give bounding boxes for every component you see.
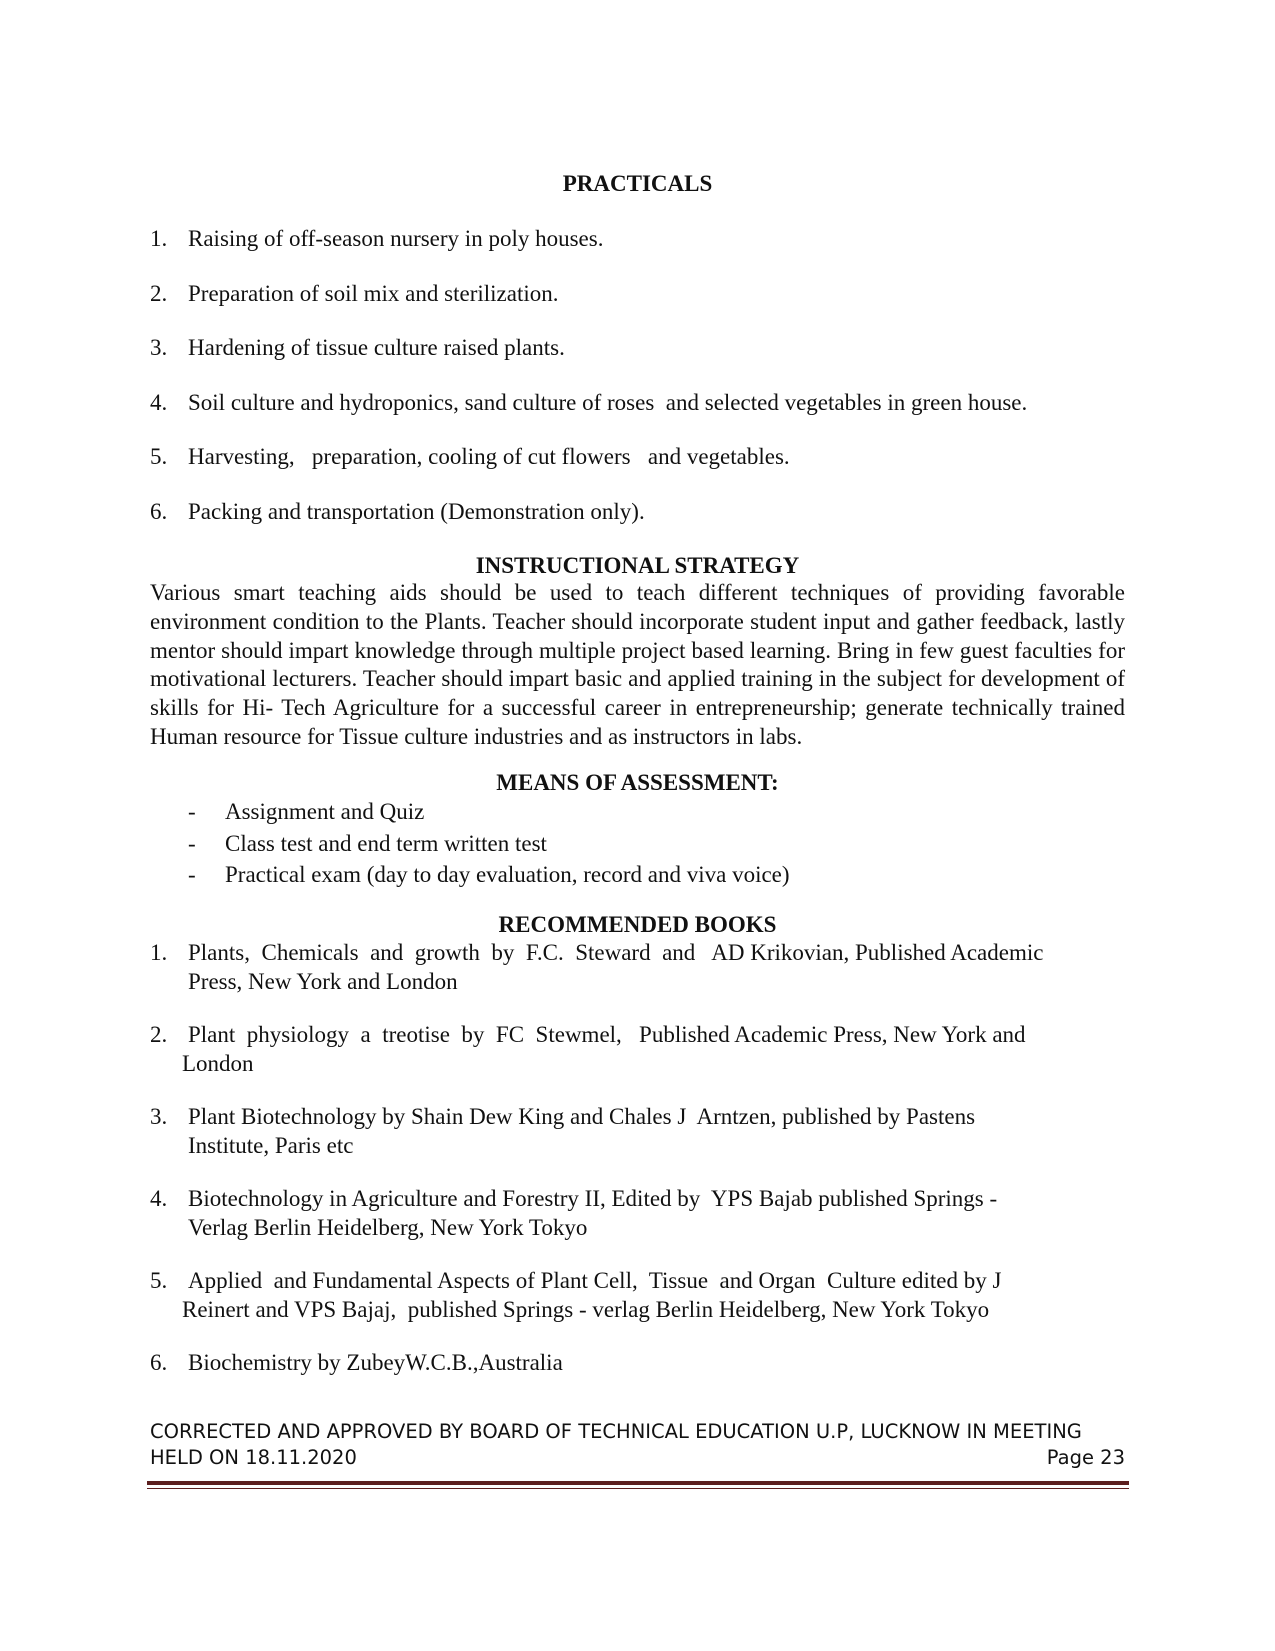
assessment-item [188, 797, 1088, 826]
practical-item [150, 442, 1125, 471]
practical-item [150, 279, 1125, 308]
instructional-strategy-body: Various smart teaching aids should be used to teach different techniques of providing favorable environment condition to the Plants. Teacher should incorporate student input and gather feedback, lastly mentor should impart knowledge through multiple project based learning. Bring in few guest faculties for motivational lecturers. Teacher should impart basic and applied training in the subject for development of skills for Hi- Tech Agriculture for a successful career in entrepreneurship; generate technically trained Human resource for Tissue culture industries and as instructors in labs. [150, 580, 1125, 749]
book-item-line: Verlag Berlin Heidelberg, New York Tokyo [188, 1215, 588, 1240]
book-item-line: Press, New York and London [188, 969, 458, 994]
practical-item [150, 388, 1125, 417]
dash-marker: - [188, 862, 196, 887]
book-item-number: 1. [150, 940, 168, 965]
assessment-item [188, 829, 1088, 858]
book-item-number: 4. [150, 1186, 168, 1211]
footer-rule-thin [147, 1488, 1129, 1489]
dash-marker: - [188, 799, 196, 824]
practical-item-text: Hardening of tissue culture raised plants. [188, 335, 565, 360]
footer-date-line [150, 1444, 1125, 1471]
book-item [150, 1348, 1125, 1377]
book-item-line: Plants, Chemicals and growth by F.C. Steward and AD Krikovian, Published Academic [188, 940, 1044, 965]
assessment-item [188, 860, 1088, 889]
book-item [150, 1020, 1125, 1078]
book-item-line: Biochemistry by ZubeyW.C.B.,Australia [188, 1350, 563, 1375]
book-item-line: Institute, Paris etc [188, 1133, 354, 1158]
book-item-line: Plant physiology a treotise by FC Stewmel, Published Academic Press, New York and [188, 1022, 1026, 1047]
practical-item-number: 5. [150, 444, 168, 469]
page-number: Page 23 [1046, 1446, 1125, 1469]
practical-item [150, 333, 1125, 362]
book-item-number: 5. [150, 1268, 168, 1293]
book-item-line: Biotechnology in Agriculture and Forestry II, Edited by YPS Bajab published Springs - [188, 1186, 998, 1211]
assessment-item-text: Practical exam (day to day evaluation, record and viva voice) [225, 862, 790, 887]
practical-item-text: Preparation of soil mix and sterilization. [188, 281, 559, 306]
assessment-item-text: Assignment and Quiz [225, 799, 425, 824]
practical-item-text: Packing and transportation (Demonstration only). [188, 499, 645, 524]
practical-item [150, 224, 1125, 253]
book-item-number: 3. [150, 1104, 168, 1129]
footer-approval-line: CORRECTED AND APPROVED BY BOARD OF TECHNICAL EDUCATION U.P, LUCKNOW IN MEETING [150, 1420, 1082, 1443]
assessment-item-text: Class test and end term written test [225, 831, 547, 856]
book-item-number: 6. [150, 1350, 168, 1375]
book-item-number: 2. [150, 1022, 168, 1047]
practical-item-number: 6. [150, 499, 168, 524]
practical-item-text: Harvesting, preparation, cooling of cut flowers and vegetables. [188, 444, 790, 469]
practicals-heading: PRACTICALS [562, 171, 713, 196]
book-item-line: Reinert and VPS Bajaj, published Springs - verlag Berlin Heidelberg, New York Tokyo [182, 1297, 990, 1322]
book-item-line: London [182, 1051, 254, 1076]
practical-item-text: Raising of off-season nursery in poly houses. [188, 226, 604, 251]
recommended-books-heading: RECOMMENDED BOOKS [498, 912, 777, 937]
practical-item [150, 497, 1125, 526]
book-item [150, 1266, 1125, 1324]
book-item [150, 938, 1125, 996]
assessment-heading: MEANS OF ASSESSMENT: [496, 770, 779, 795]
instructional-strategy-heading: INSTRUCTIONAL STRATEGY [475, 553, 800, 578]
practical-item-number: 2. [150, 281, 168, 306]
book-item [150, 1102, 1125, 1160]
footer-rule [147, 1481, 1129, 1485]
dash-marker: - [188, 831, 196, 856]
practical-item-text: Soil culture and hydroponics, sand culture of roses and selected vegetables in green house. [188, 390, 1028, 415]
book-item-line: Plant Biotechnology by Shain Dew King and Chales J Arntzen, published by Pastens [188, 1104, 976, 1129]
practical-item-number: 4. [150, 390, 168, 415]
footer-date: HELD ON 18.11.2020 [150, 1446, 357, 1469]
practical-item-number: 3. [150, 335, 168, 360]
book-item [150, 1184, 1125, 1242]
book-item-line: Applied and Fundamental Aspects of Plant Cell, Tissue and Organ Culture edited by J [188, 1268, 1002, 1293]
practical-item-number: 1. [150, 226, 168, 251]
